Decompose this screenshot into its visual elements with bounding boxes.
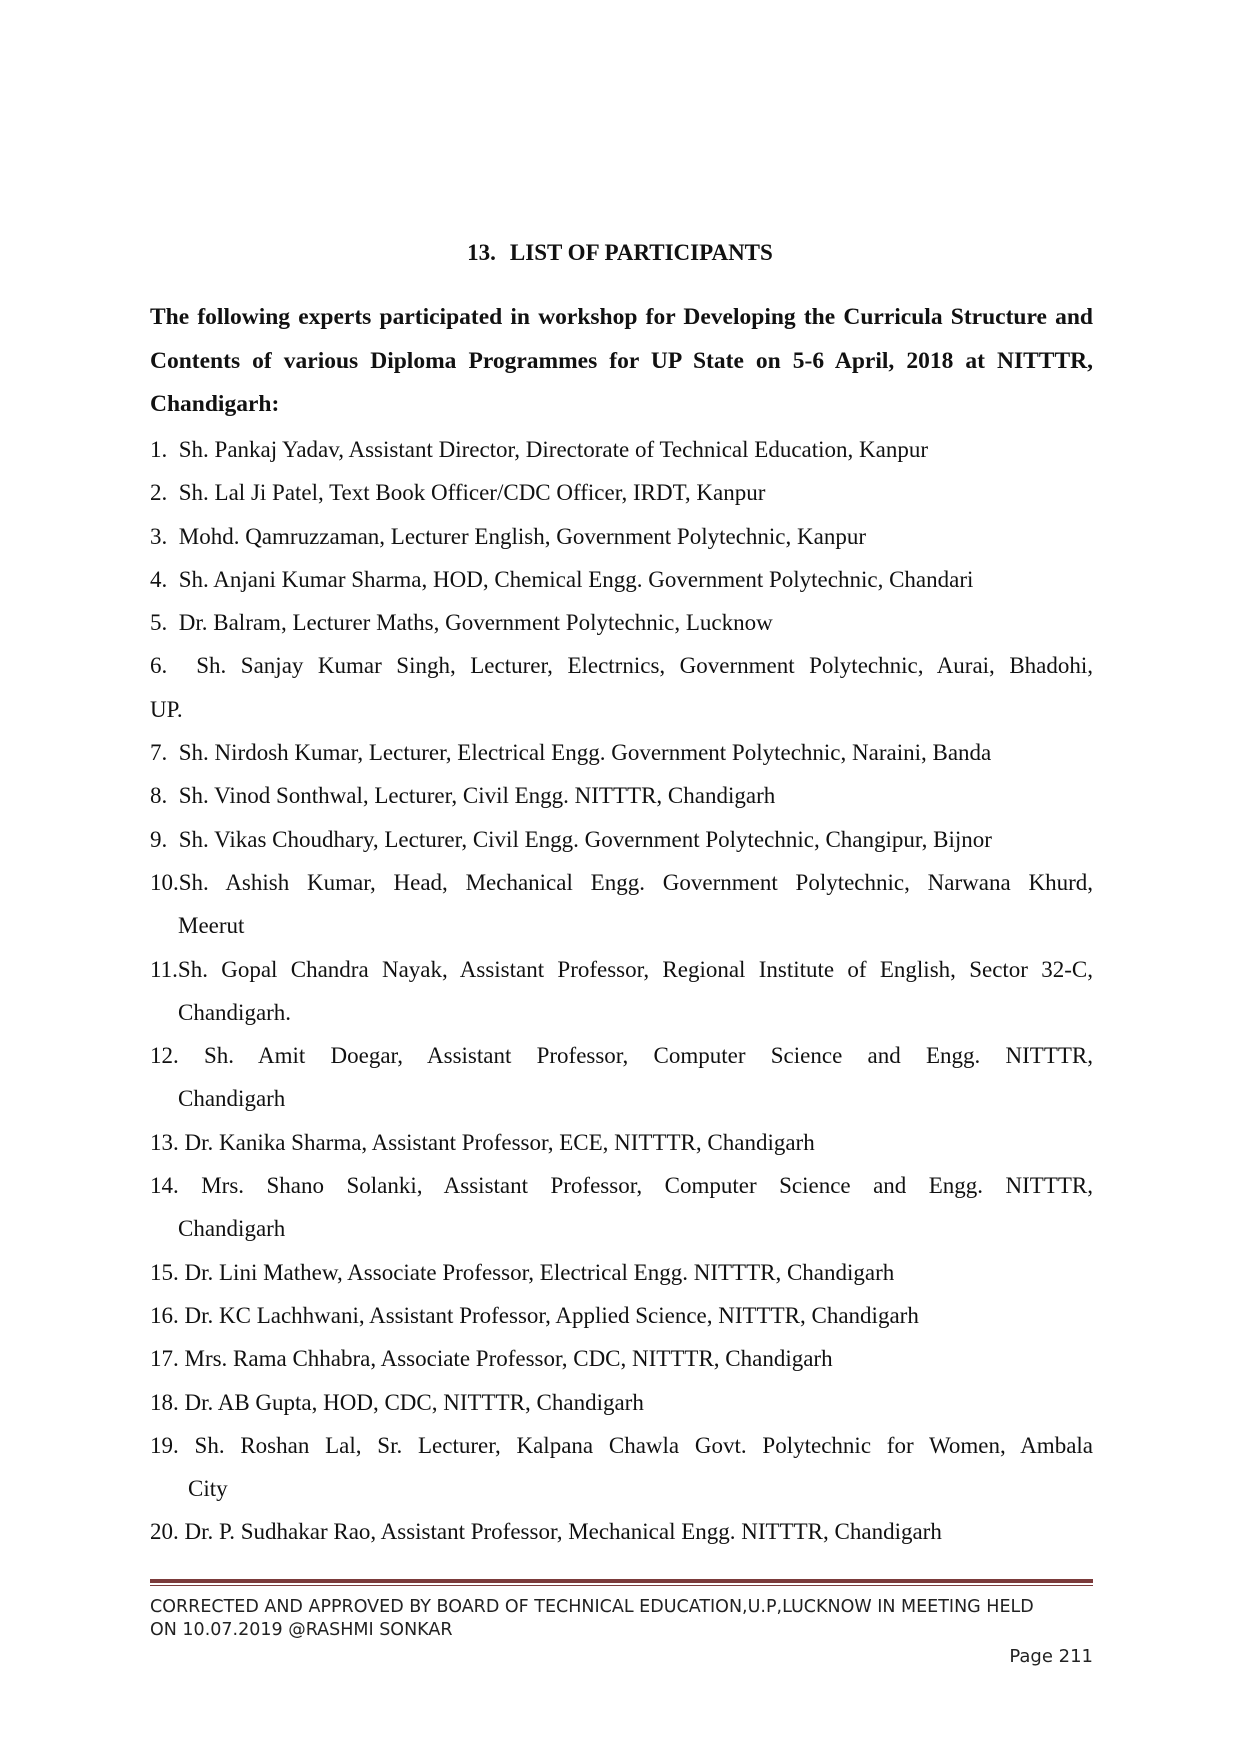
participant-item-continuation <box>150 1207 1093 1250</box>
participant-text: Sh. Nirdosh Kumar, Lecturer, Electrical Engg. Government Polytechnic, Naraini, Banda <box>178 740 992 766</box>
section-heading <box>0 238 1240 268</box>
participant-number: 20. <box>150 1519 179 1545</box>
participant-text: Dr. Kanika Sharma, Assistant Professor, ECE, NITTTR, Chandigarh <box>184 1129 815 1155</box>
participant-text: Sh. Vinod Sonthwal, Lecturer, Civil Engg. NITTTR, Chandigarh <box>178 783 776 809</box>
participant-text: Sh. Gopal Chandra Nayak, Assistant Professor, Regional Institute of English, Sector 32-C, <box>177 956 1093 982</box>
participant-text: Dr. Lini Mathew, Associate Professor, Electrical Engg. NITTTR, Chandigarh <box>184 1259 895 1285</box>
participant-text-continued: UP. <box>150 696 183 722</box>
participant-number: 6. <box>150 653 168 679</box>
participant-item <box>150 948 1093 991</box>
participant-text: Mrs. Rama Chhabra, Associate Professor, CDC, NITTTR, Chandigarh <box>184 1346 833 1372</box>
participant-item <box>150 428 1093 471</box>
participant-number: 15. <box>150 1259 179 1285</box>
participant-text-continued: Chandigarh. <box>178 999 292 1025</box>
participant-item <box>150 644 1093 687</box>
participant-item <box>150 1510 1093 1553</box>
participant-item <box>150 1294 1093 1337</box>
footer-note <box>150 1596 1093 1642</box>
footer-divider-thick <box>150 1579 1093 1583</box>
participant-number: 16. <box>150 1302 179 1328</box>
participant-text: Sh. Lal Ji Patel, Text Book Officer/CDC Officer, IRDT, Kanpur <box>178 480 766 506</box>
participant-text: Sh. Ashish Kumar, Head, Mechanical Engg. Government Polytechnic, Narwana Khurd, <box>178 869 1093 895</box>
participant-item <box>150 515 1093 558</box>
participant-number: 18. <box>150 1389 179 1415</box>
footer-divider-thin <box>150 1585 1093 1586</box>
participant-number: 11. <box>150 956 178 982</box>
participant-item <box>150 1381 1093 1424</box>
participant-item <box>150 1337 1093 1380</box>
participant-number: 17. <box>150 1346 179 1372</box>
participant-item <box>150 861 1093 904</box>
participant-number: 3. <box>150 523 168 549</box>
participant-item <box>150 601 1093 644</box>
participant-text: Sh. Vikas Choudhary, Lecturer, Civil Engg. Government Polytechnic, Changipur, Bijnor <box>178 826 992 852</box>
participant-text-continued: City <box>188 1476 228 1502</box>
participant-item-continuation <box>150 991 1093 1034</box>
participant-item <box>150 1164 1093 1207</box>
section-title: LIST OF PARTICIPANTS <box>509 240 773 265</box>
participant-text: Dr. KC Lachhwani, Assistant Professor, Applied Science, NITTTR, Chandigarh <box>184 1302 919 1328</box>
participant-item-continuation <box>150 1077 1093 1120</box>
footer-line-1: CORRECTED AND APPROVED BY BOARD OF TECHNICAL EDUCATION,U.P,LUCKNOW IN MEETING HELD <box>150 1597 1034 1617</box>
participant-item <box>150 774 1093 817</box>
participant-number: 7. <box>150 740 168 766</box>
participant-text-continued: Chandigarh <box>178 1086 286 1112</box>
participant-item-continuation <box>150 688 1093 731</box>
participant-item-continuation <box>150 1467 1093 1510</box>
participant-number: 8. <box>150 783 168 809</box>
participant-text-continued: Meerut <box>178 913 245 939</box>
participant-text: Dr. AB Gupta, HOD, CDC, NITTTR, Chandigarh <box>184 1389 644 1415</box>
participant-text: Dr. P. Sudhakar Rao, Assistant Professor, Mechanical Engg. NITTTR, Chandigarh <box>184 1519 942 1545</box>
participant-item-continuation <box>150 904 1093 947</box>
participant-item <box>150 1424 1093 1467</box>
section-number: 13. <box>467 240 496 265</box>
participant-number: 9. <box>150 826 168 852</box>
participant-number: 4. <box>150 566 168 592</box>
participant-text: Sh. Anjani Kumar Sharma, HOD, Chemical Engg. Government Polytechnic, Chandari <box>178 566 974 592</box>
participant-item <box>150 1034 1093 1077</box>
participant-item <box>150 471 1093 514</box>
participant-number: 14. <box>150 1173 179 1199</box>
participant-text: Mrs. Shano Solanki, Assistant Professor, Computer Science and Engg. NITTTR, <box>201 1173 1094 1199</box>
participant-list <box>150 428 1093 1554</box>
intro-paragraph: The following experts participated in workshop for Developing the Curricula Structure and Contents of various Diploma Programmes for UP State on 5-6 April, 2018 at NITTTR, Chandigarh: <box>150 304 1093 417</box>
participant-number: 2. <box>150 480 168 506</box>
participant-text: Mohd. Qamruzzaman, Lecturer English, Government Polytechnic, Kanpur <box>178 523 866 549</box>
page-number: Page 211 <box>1009 1646 1093 1667</box>
participant-number: 12. <box>150 1043 179 1069</box>
participant-item <box>150 1251 1093 1294</box>
participant-item <box>150 731 1093 774</box>
participant-number: 1. <box>150 437 168 462</box>
participant-text: Sh. Sanjay Kumar Singh, Lecturer, Electrnics, Government Polytechnic, Aurai, Bhadohi, <box>196 653 1094 679</box>
participant-text: Sh. Pankaj Yadav, Assistant Director, Directorate of Technical Education, Kanpur <box>178 437 929 462</box>
participant-text-continued: Chandigarh <box>178 1216 286 1242</box>
participant-item <box>150 558 1093 601</box>
participant-number: 5. <box>150 610 168 636</box>
participant-text: Dr. Balram, Lecturer Maths, Government Polytechnic, Lucknow <box>178 610 773 636</box>
footer-line-2: ON 10.07.2019 @RASHMI SONKAR <box>150 1620 453 1640</box>
participant-text: Sh. Roshan Lal, Sr. Lecturer, Kalpana Chawla Govt. Polytechnic for Women, Ambala <box>194 1432 1093 1458</box>
participant-item <box>150 1121 1093 1164</box>
participant-number: 10. <box>150 869 179 895</box>
participant-item <box>150 818 1093 861</box>
participant-text: Sh. Amit Doegar, Assistant Professor, Computer Science and Engg. NITTTR, <box>204 1043 1094 1069</box>
participant-number: 13. <box>150 1129 179 1155</box>
participant-number: 19. <box>150 1432 179 1458</box>
